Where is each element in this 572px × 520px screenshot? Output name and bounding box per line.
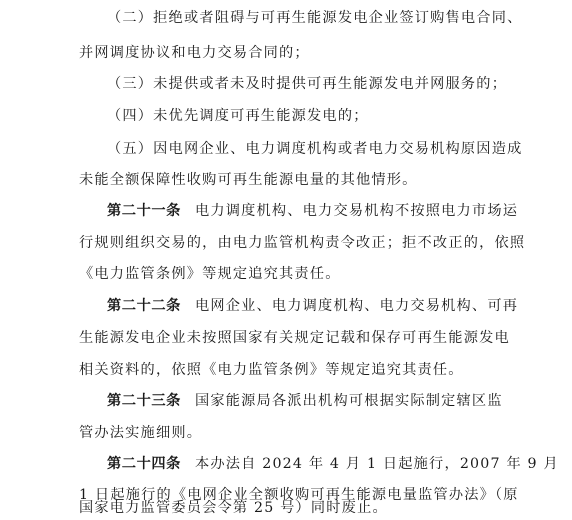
article-23-first-line	[107, 389, 503, 413]
article-22-first-line	[107, 294, 518, 318]
article-21-text: 电力调度机构、电力交易机构不按照电力市场运	[194, 203, 519, 219]
article-21-first-line	[107, 199, 518, 223]
item-2-line-1: （二）拒绝或者阻碍与可再生能源发电企业签订购售电合同、	[107, 10, 523, 26]
item-4-line-1: （四）未优先调度可再生能源发电的；	[107, 108, 369, 124]
article-23-label: 第二十三条	[107, 393, 181, 409]
article-21-line-2: 行规则组织交易的，由电力监管机构责令改正；拒不改正的，依照	[79, 235, 526, 251]
item-5-line-1: （五）因电网企业、电力调度机构或者电力交易机构原因造成	[107, 141, 523, 157]
article-22-text: 电网企业、电力调度机构、电力交易机构、可再	[194, 298, 519, 314]
item-5-line-2: 未能全额保障性收购可再生能源电量的其他情形。	[79, 172, 418, 188]
item-2-line-2: 并网调度协议和电力交易合同的；	[79, 45, 310, 61]
item-3-line-1: （三）未提供或者未及时提供可再生能源发电并网服务的；	[107, 76, 508, 92]
article-21-label: 第二十一条	[107, 203, 181, 219]
article-22-line-2: 生能源发电企业未按照国家有关规定记载和保存可再生能源发电	[79, 330, 510, 346]
article-24-first-line	[107, 452, 559, 476]
article-21-line-3: 《电力监管条例》等规定追究其责任。	[79, 266, 341, 282]
article-23-line-2: 管办法实施细则。	[79, 425, 203, 441]
article-24-line-2: 1 日起施行的《电网企业全额收购可再生能源电量监管办法》（原	[79, 487, 519, 503]
article-24-text: 本办法自 2024 年 4 月 1 日起施行，2007 年 9 月	[194, 456, 559, 472]
article-22-label: 第二十二条	[107, 298, 181, 314]
article-24-line-3: 国家电力监管委员会令第 25 号）同时废止。	[79, 500, 388, 516]
article-24-label: 第二十四条	[107, 456, 181, 472]
article-23-text: 国家能源局各派出机构可根据实际制定辖区监	[194, 393, 503, 409]
article-22-line-3: 相关资料的，依照《电力监管条例》等规定追究其责任。	[79, 362, 464, 378]
